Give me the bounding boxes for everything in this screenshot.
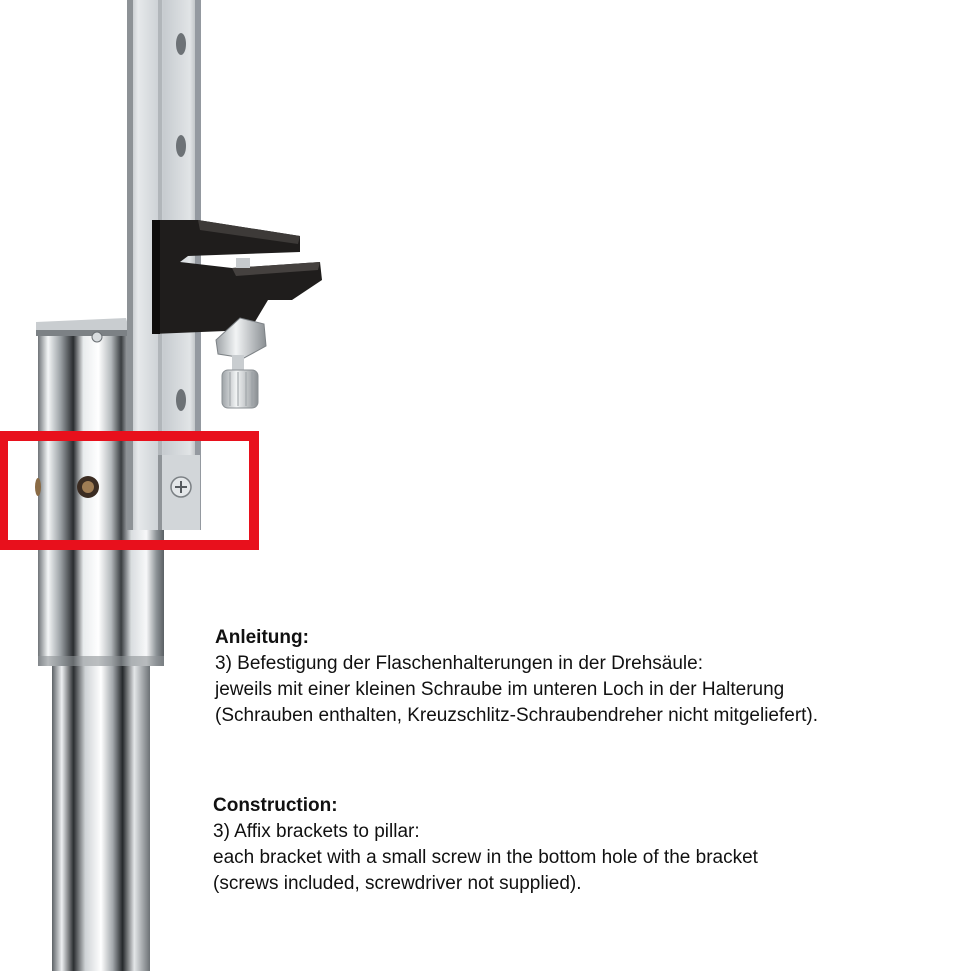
english-line-1: 3) Affix brackets to pillar: — [213, 821, 420, 842]
english-instructions — [213, 793, 758, 897]
thumb-screw — [216, 318, 266, 408]
german-instructions — [215, 625, 818, 729]
german-line-1: 3) Befestigung der Flaschenhalterungen in der Drehsäule: — [215, 653, 703, 674]
english-heading: Construction: — [213, 795, 338, 816]
german-heading: Anleitung: — [215, 627, 309, 648]
english-line-2: each bracket with a small screw in the bottom hole of the bracket — [213, 847, 758, 868]
bottle-bracket — [152, 220, 322, 334]
lower-pole — [52, 665, 150, 971]
phillips-screw-icon — [171, 477, 191, 497]
german-line-3: (Schrauben enthalten, Kreuzschlitz-Schraubendreher nicht mitgeliefert). — [215, 705, 819, 726]
english-line-3: (screws included, screwdriver not supplied). — [213, 873, 582, 894]
german-line-2: jeweils mit einer kleinen Schraube im unteren Loch in der Halterung — [215, 679, 785, 700]
